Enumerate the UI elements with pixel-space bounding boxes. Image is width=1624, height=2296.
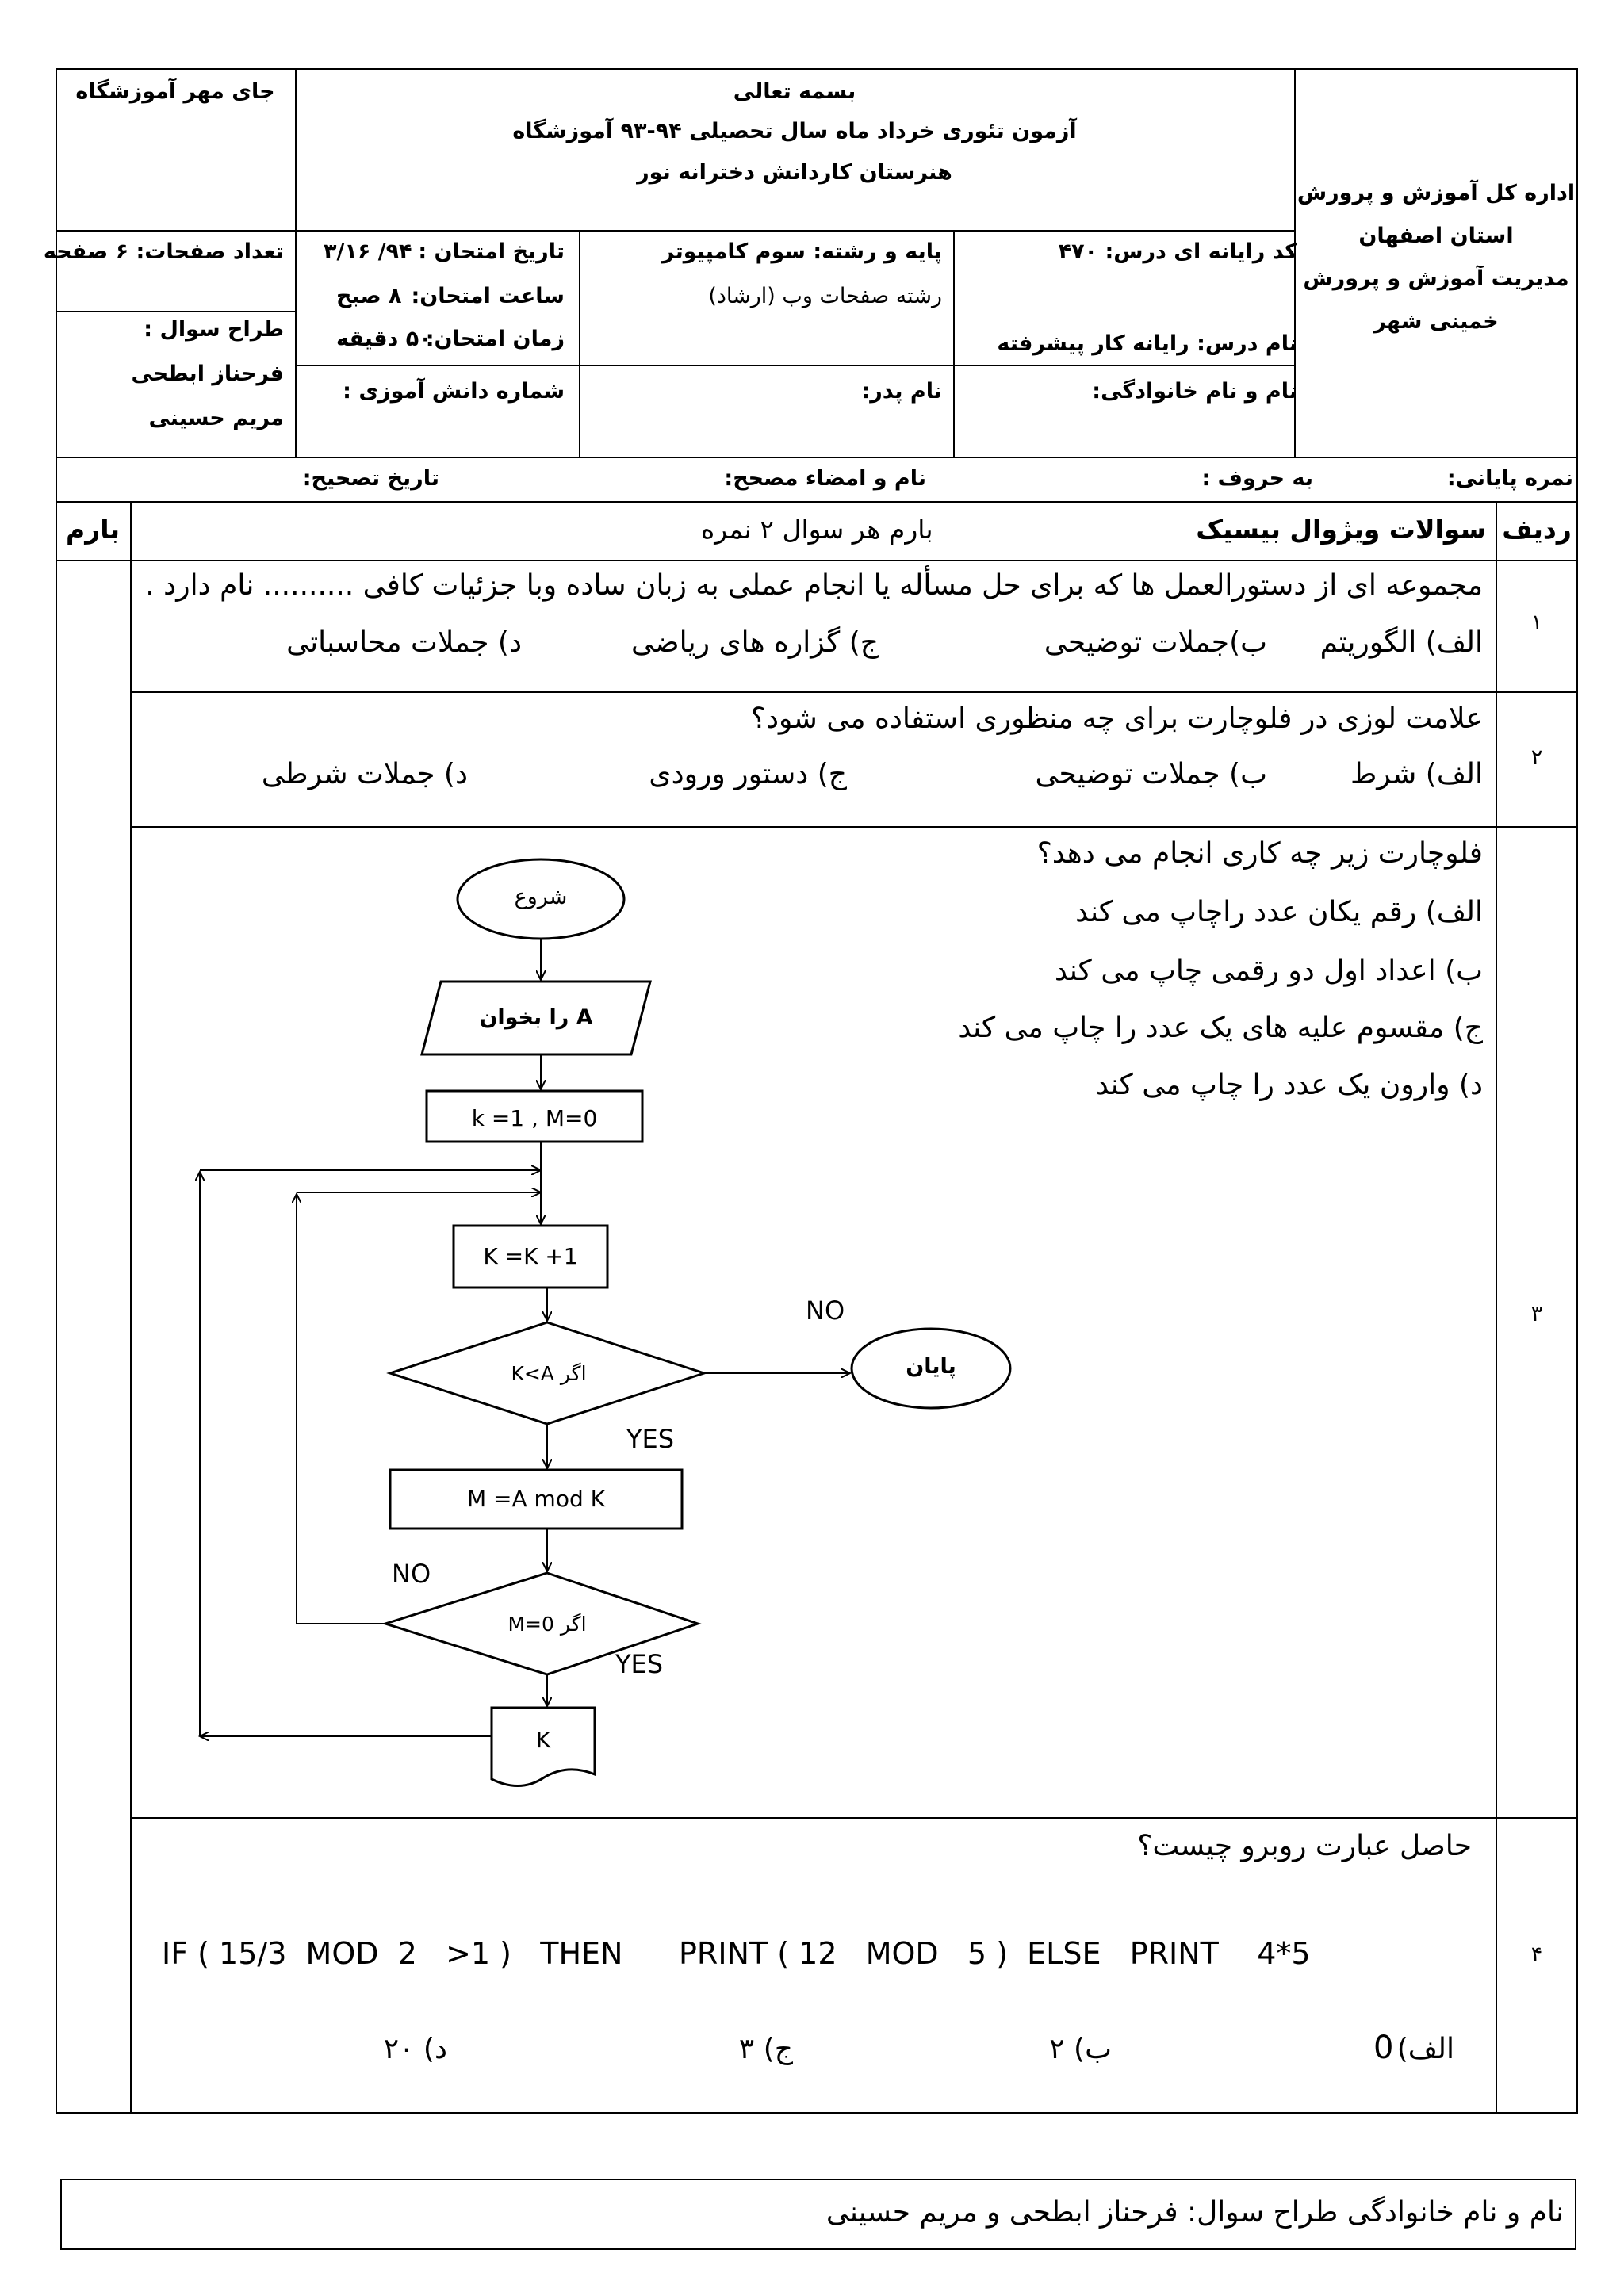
designer-name: فرحناز ابطحی xyxy=(131,362,284,386)
expression-action: PRINT ( 12 MOD 5 ) ELSE PRINT 4*5 xyxy=(679,1936,1311,1971)
course-name: نام درس: رایانه کار پیشرفته xyxy=(997,331,1297,356)
course-code: کد رایانه ای درس: ۴۷۰ xyxy=(1058,239,1297,264)
cond2-label: اگر M=0 xyxy=(508,1613,587,1636)
office-line: استان اصفهان xyxy=(1358,224,1514,248)
final-grade-field: نمره پایانی: xyxy=(1446,466,1573,491)
points-per-question: بارم هر سوال ۲ نمره xyxy=(701,514,933,545)
student-number-field: شماره دانش آموزی : xyxy=(343,379,565,404)
exam-date-label: تاریخ امتحان : xyxy=(418,239,565,264)
option: د) ۲۰ xyxy=(383,2033,447,2065)
option: الف) xyxy=(1396,2033,1454,2065)
page-count: تعداد صفحات: ۶ صفحه xyxy=(43,239,284,264)
question-number: ۱ xyxy=(1530,610,1543,635)
option: ب) ۲ xyxy=(1049,2033,1112,2065)
read-label: A را بخوان xyxy=(479,1005,593,1030)
option-value: 0 xyxy=(1373,2030,1394,2066)
grade-field: پایه و رشته: سوم کامپیوتر xyxy=(661,239,942,264)
option: الف) شرط xyxy=(1350,758,1483,790)
init-label: k =1 , M=0 xyxy=(471,1105,598,1131)
option: ب) جملات توضیحی xyxy=(1035,758,1267,790)
option: ب)جملات توضیحی xyxy=(1044,626,1267,659)
exam-duration-value: ۵۰ دقیقه xyxy=(336,327,432,351)
question-text: فلوچارت زیر چه کاری انجام می دهد؟ xyxy=(1036,837,1483,870)
exam-time-value: ۸ صبح xyxy=(336,284,402,308)
question-text: مجموعه ای از دستورالعمل ها که برای حل مسأله یا انجام عملی به زبان ساده وبا جزئیات کافی .......... نام دارد . xyxy=(145,569,1483,602)
question-text: حاصل عبارت روبرو چیست؟ xyxy=(1137,1830,1472,1862)
exam-title: آزمون تئوری خرداد ماه سال تحصیلی ۹۴-۹۳ آموزشگاه xyxy=(512,119,1077,144)
option: ج) مقسوم علیه های یک عدد را چاپ می کند xyxy=(958,1012,1483,1044)
father-name-field: نام پدر: xyxy=(861,379,942,404)
end-label: پایان xyxy=(906,1354,956,1379)
bismillah: بسمه تعالی xyxy=(733,79,856,104)
option: الف) الگوریتم xyxy=(1320,626,1483,659)
exam-duration-label: زمان امتحان: xyxy=(425,327,565,351)
option: ج) دستور ورودی xyxy=(649,758,847,790)
grading-date-field: تاریخ تصحیح: xyxy=(302,466,439,491)
exam-time-label: ساعت امتحان: xyxy=(411,284,565,308)
option: د) جملات محاسباتی xyxy=(286,626,522,659)
stamp-place: جای مهر آموزشگاه xyxy=(75,79,275,104)
cond1-label: اگر K<A xyxy=(511,1362,587,1385)
question-text: علامت لوزی در فلوچارت برای چه منظوری استفاده می شود؟ xyxy=(750,702,1483,735)
grade-in-letters-field: به حروف : xyxy=(1201,466,1313,491)
footer-designers: نام و نام خانوادگی طراح سوال: فرحناز ابطحی و مریم حسینی xyxy=(825,2196,1564,2229)
office-line: خمینی شهر xyxy=(1373,309,1499,334)
school-name: هنرستان کاردانش دخترانه نور xyxy=(637,160,952,185)
student-name-field: نام و نام خانوادگی: xyxy=(1092,379,1297,404)
office-line: اداره کل آموزش و پرورش xyxy=(1297,181,1576,205)
question-number: ۴ xyxy=(1530,1942,1543,1967)
score-header: بارم xyxy=(66,514,120,545)
no-label: NO xyxy=(392,1559,431,1589)
question-number: ۲ xyxy=(1530,745,1543,770)
field-name: رشته صفحات وب (ارشاد) xyxy=(708,284,942,308)
office-line: مدیریت آموزش و پرورش xyxy=(1303,266,1569,291)
yes-label: YES xyxy=(615,1649,664,1679)
yes-label: YES xyxy=(626,1424,675,1454)
output-label: K xyxy=(535,1727,551,1753)
mod-label: M =A mod K xyxy=(466,1486,605,1512)
option: د) وارون یک عدد را چاپ می کند xyxy=(1095,1069,1483,1101)
option: ج) ۳ xyxy=(738,2033,793,2065)
increment-label: K =K +1 xyxy=(483,1243,578,1269)
expression-condition: IF ( 15/3 MOD 2 >1 ) THEN xyxy=(162,1936,623,1971)
option: ج) گزاره های ریاضی xyxy=(631,626,879,659)
exam-date-value: ۹۴/ ۳/۱۶ xyxy=(324,239,412,264)
question-number: ۳ xyxy=(1530,1302,1543,1326)
option: الف) رقم یکان عدد راچاپ می کند xyxy=(1075,896,1483,928)
option: د) جملات شرطی xyxy=(261,758,468,790)
option: ب) اعداد اول دو رقمی چاپ می کند xyxy=(1054,955,1483,987)
start-label: شروع xyxy=(514,885,568,909)
section-title: سوالات ویژوال بیسیک xyxy=(1196,514,1486,545)
grader-field: نام و امضاء مصحح: xyxy=(724,466,926,491)
designer-name: مریم حسینی xyxy=(148,406,284,430)
row-number-header: ردیف xyxy=(1502,514,1572,545)
no-label: NO xyxy=(806,1295,845,1326)
designer-label: طراح سوال : xyxy=(144,317,284,342)
